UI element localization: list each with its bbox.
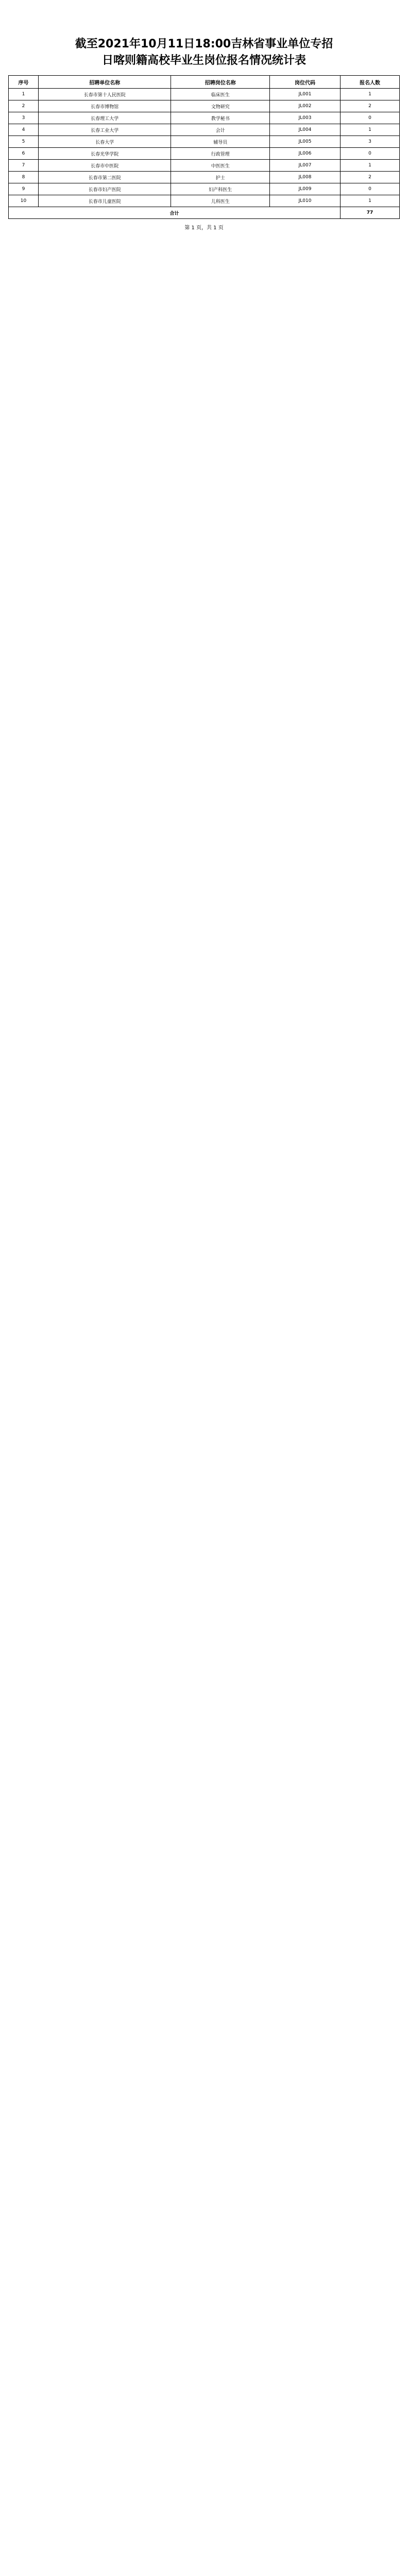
cell-organization: 长春市博物馆: [39, 100, 171, 112]
cell-position: 会计: [171, 124, 270, 136]
cell-position-code: JL006: [270, 148, 341, 160]
cell-organization: 长春市第二医院: [39, 172, 171, 183]
cell-applicant-count: 1: [340, 160, 399, 172]
cell-position: 行政管理: [171, 148, 270, 160]
cell-organization: 长春市妇产医院: [39, 183, 171, 195]
cell-applicant-count: 2: [340, 100, 399, 112]
cell-applicant-count: 1: [340, 195, 399, 207]
table-row: [9, 172, 400, 183]
table-body: [9, 89, 400, 219]
cell-position-code: JL008: [270, 172, 341, 183]
table-row: [9, 148, 400, 160]
cell-position: 妇产科医生: [171, 183, 270, 195]
cell-applicant-count: 3: [340, 136, 399, 148]
cell-position: 辅导员: [171, 136, 270, 148]
header-position: 招聘岗位名称: [171, 76, 270, 89]
table-row: [9, 100, 400, 112]
cell-organization: 长春市中医院: [39, 160, 171, 172]
cell-organization: 长春理工大学: [39, 112, 171, 124]
cell-applicant-count: 2: [340, 172, 399, 183]
cell-applicant-count: 0: [340, 112, 399, 124]
total-row: [9, 207, 400, 219]
cell-position: 护士: [171, 172, 270, 183]
cell-position-code: JL009: [270, 183, 341, 195]
header-serial: 序号: [9, 76, 39, 89]
cell-position: 中医医生: [171, 160, 270, 172]
cell-position-code: JL004: [270, 124, 341, 136]
cell-organization: 长春大学: [39, 136, 171, 148]
document-title: [8, 36, 400, 69]
cell-serial: 6: [9, 148, 39, 160]
statistics-table: [8, 75, 400, 219]
cell-applicant-count: 0: [340, 183, 399, 195]
document-page: [8, 0, 400, 231]
table-row: [9, 160, 400, 172]
cell-organization: 长春市儿童医院: [39, 195, 171, 207]
cell-organization: 长春工业大学: [39, 124, 171, 136]
table-row: [9, 89, 400, 100]
total-value: 77: [340, 207, 399, 219]
cell-position-code: JL003: [270, 112, 341, 124]
cell-position: 儿科医生: [171, 195, 270, 207]
table-header-row: [9, 76, 400, 89]
table-row: [9, 136, 400, 148]
cell-serial: 2: [9, 100, 39, 112]
total-label: 合计: [9, 207, 341, 219]
table-row: [9, 195, 400, 207]
cell-serial: 5: [9, 136, 39, 148]
title-line-2: 日喀则籍高校毕业生岗位报名情况统计表: [101, 54, 306, 67]
page-footer: 第 1 页，共 1 页: [184, 225, 224, 231]
cell-serial: 7: [9, 160, 39, 172]
table-row: [9, 124, 400, 136]
cell-serial: 8: [9, 172, 39, 183]
cell-position: 教学秘书: [171, 112, 270, 124]
header-organization: 招聘单位名称: [39, 76, 171, 89]
cell-organization: 长春市第十人民医院: [39, 89, 171, 100]
cell-applicant-count: 1: [340, 124, 399, 136]
cell-organization: 长春光华学院: [39, 148, 171, 160]
cell-serial: 3: [9, 112, 39, 124]
cell-serial: 1: [9, 89, 39, 100]
cell-position-code: JL007: [270, 160, 341, 172]
table-row: [9, 112, 400, 124]
cell-position-code: JL005: [270, 136, 341, 148]
cell-applicant-count: 0: [340, 148, 399, 160]
cell-position: 临床医生: [171, 89, 270, 100]
cell-position-code: JL001: [270, 89, 341, 100]
header-position-code: 岗位代码: [270, 76, 341, 89]
cell-serial: 4: [9, 124, 39, 136]
table-row: [9, 183, 400, 195]
header-applicant-count: 报名人数: [340, 76, 399, 89]
cell-serial: 10: [9, 195, 39, 207]
cell-serial: 9: [9, 183, 39, 195]
title-line-1: 截至2021年10月11日18:00吉林省事业单位专招: [75, 38, 333, 50]
cell-applicant-count: 1: [340, 89, 399, 100]
cell-position-code: JL002: [270, 100, 341, 112]
cell-position: 文物研究: [171, 100, 270, 112]
cell-position-code: JL010: [270, 195, 341, 207]
